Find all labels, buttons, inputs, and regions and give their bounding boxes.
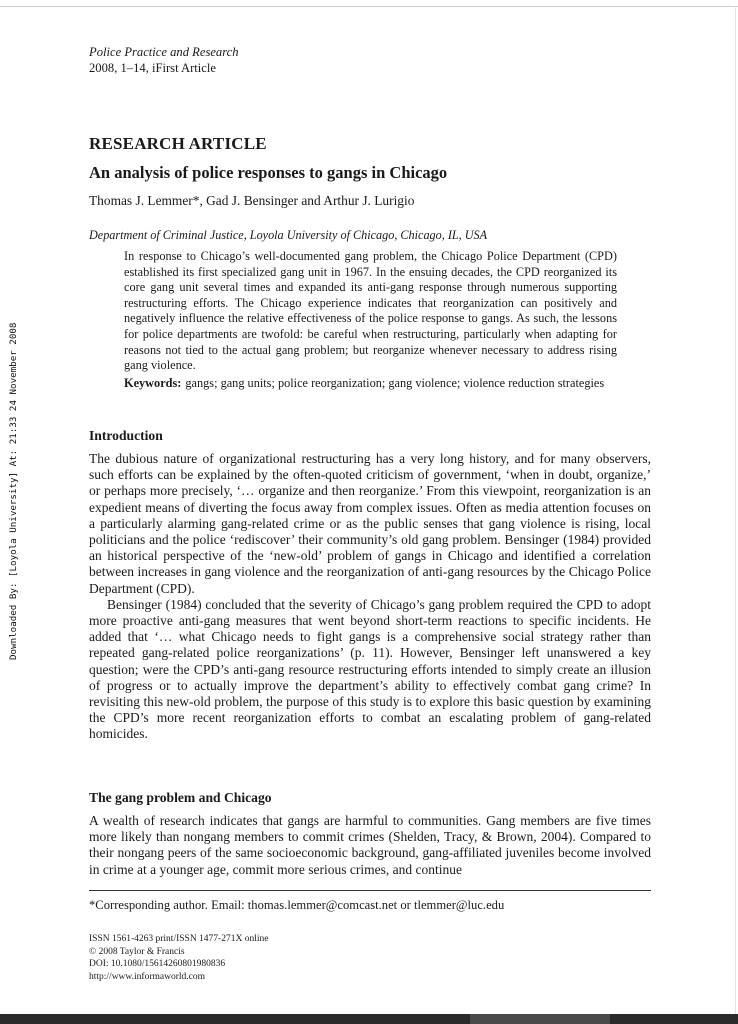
doi: DOI: 10.1080/15614260801980836 (89, 959, 226, 970)
footnote: *Corresponding author. Email: thomas.lemmer@comcast.net or tlemmer@luc.edu (89, 898, 505, 912)
author-affiliation: Department of Criminal Justice, Loyola University of Chicago, Chicago, IL, USA (89, 228, 488, 242)
abstract: In response to Chicago’s well-documented gang problem, the Chicago Police Department (CPD) established its first specialized gang unit in 1967. In the ensuing decades, the CPD reorganized its core gang unit several times and expanded its anti-gang response through numerous supporting restructuring efforts. The Chicago experience indicates that reorganization can positively and negatively influence the relative effectiveness of the police response to gangs. As such, the lessons for police departments are twofold: be careful when restructuring, particularly when adapting for reasons not tied to the actual gang problem; but reorganize whenever necessary to address rising gang violence. (124, 249, 617, 373)
keywords (124, 376, 617, 392)
article-title: An analysis of police responses to gangs in Chicago (89, 163, 448, 182)
introduction-body (89, 451, 651, 743)
keywords-label: Keywords: (124, 376, 182, 390)
keywords-text: gangs; gang units; police reorganization; gang violence; violence reduction strategies (185, 376, 605, 390)
journal-header (89, 44, 239, 76)
section-heading-introduction: Introduction (89, 428, 163, 443)
paragraph: The dubious nature of organizational restructuring has a very long history, and for many observers, such efforts can be explained by the often-quoted criticism of government, ‘when in doubt, organize,’ or perhaps more precisely, ‘… organize and then reorganize.’ From this viewpoint, reorganization is an expedient means of diverting the focus away from complex issues. Often as media attention focuses on a particularly alarming gang-related crime or as the public senses that gang violence is rising, local politicians and the police ‘rediscover’ their community’s old gang problem. Bensinger (1984) provided an historical perspective of the ‘new-old’ problem of gangs in Chicago and identified a correlation between increases in gang violence and the reorganization of anti-gang resources by the Chicago Police Department (CPD). (89, 451, 651, 596)
publication-info (89, 933, 268, 983)
journal-name: Police Practice and Research (89, 45, 239, 59)
section-heading-gang-problem: The gang problem and Chicago (89, 790, 272, 805)
publisher-url[interactable]: http://www.informaworld.com (89, 971, 206, 982)
page-right-border (735, 6, 736, 1014)
viewer-bottom-bar (0, 1014, 738, 1024)
paragraph: A wealth of research indicates that gangs are harmful to communities. Gang members are five times more likely than nongang members to commit crimes (Shelden, Tracy, & Brown, 2004). Compared to their nongang peers of the same socioeconomic background, gang-affiliated juveniles become involved in crime at a younger age, commit more serious crimes, and continue (89, 813, 651, 877)
page-top-border (0, 6, 738, 7)
issn: ISSN 1561-4263 print/ISSN 1477-271X online (89, 934, 269, 944)
journal-issue: 2008, 1–14, iFirst Article (89, 61, 216, 75)
article-type: RESEARCH ARTICLE (89, 134, 267, 153)
article-authors: Thomas J. Lemmer*, Gad J. Bensinger and Arthur J. Lurigio (89, 193, 415, 208)
copyright: © 2008 Taylor & Francis (89, 946, 185, 957)
paragraph: Bensinger (1984) concluded that the severity of Chicago’s gang problem required the CPD to adopt more proactive anti-gang measures that went beyond short-term reactions to specific incidents. He added that ‘… what Chicago needs to fight gangs is a comprehensive social strategy rather than repeated gang-related police reorganizations’ (p. 11). However, Bensinger left unanswered a key question; were the CPD’s anti-gang resource restructuring efforts intended to simply create an illusion of progress or to actually improve the department’s ability to effectively combat gang crime? In revisiting this new-old problem, the purpose of this study is to explore this basic question by examining the CPD’s more recent reorganization efforts to combat an escalating problem of gang-related homicides. (89, 596, 651, 742)
footnote-divider (89, 890, 651, 891)
download-stamp: Downloaded By: [Loyola University] At: 21:33 24 November 2008 (8, 322, 19, 660)
gang-section-body (89, 813, 651, 878)
